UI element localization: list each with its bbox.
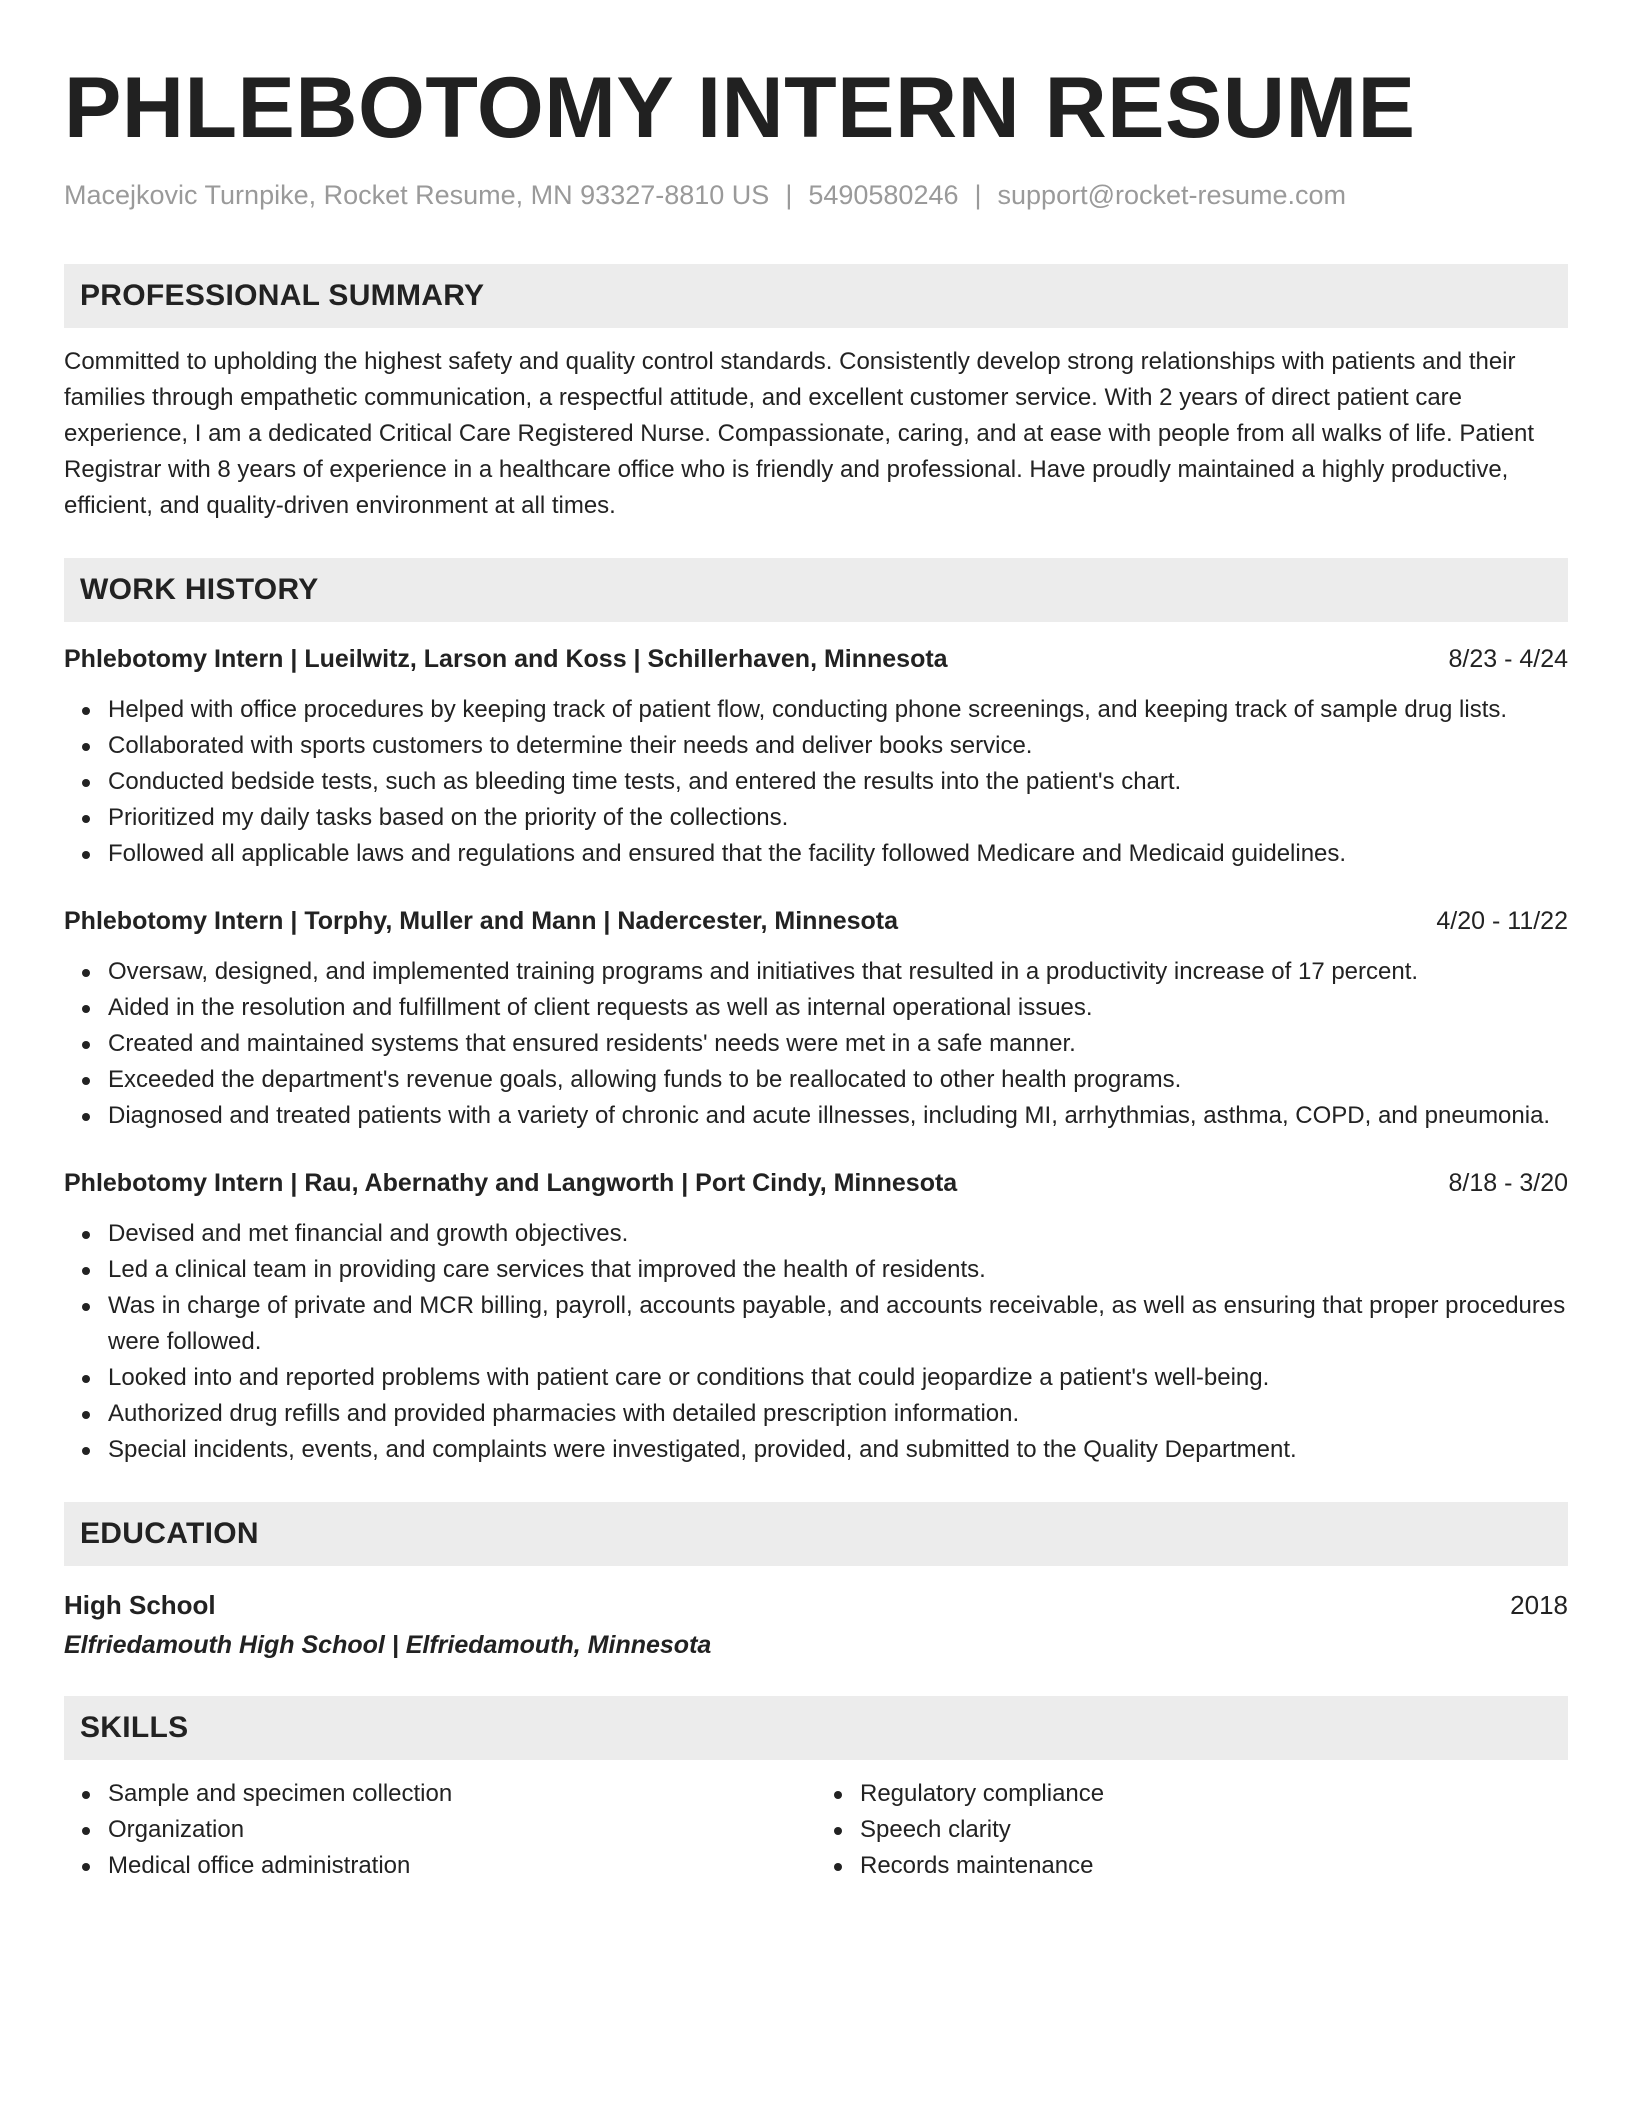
contact-separator: | bbox=[785, 180, 793, 210]
contact-email: support@rocket-resume.com bbox=[997, 180, 1347, 210]
job-entry bbox=[64, 642, 1568, 872]
contact-phone: 5490580246 bbox=[808, 180, 959, 210]
list-item: Collaborated with sports customers to determine their needs and deliver books service. bbox=[108, 728, 1568, 764]
education-header bbox=[64, 1588, 1568, 1622]
job-dates: 8/18 - 3/20 bbox=[1448, 1169, 1568, 1197]
contact-address: Macejkovic Turnpike, Rocket Resume, MN 93327-8810 US bbox=[64, 180, 770, 210]
list-item: Regulatory compliance bbox=[860, 1776, 1568, 1812]
job-bullets bbox=[64, 1216, 1568, 1468]
list-item: Aided in the resolution and fulfillment of client requests as well as internal operational issues. bbox=[108, 990, 1568, 1026]
section-header-education: EDUCATION bbox=[64, 1502, 1568, 1566]
list-item: Special incidents, events, and complaints were investigated, provided, and submitted to the Quality Department. bbox=[108, 1432, 1568, 1468]
job-header bbox=[64, 1166, 1568, 1200]
job-title: Phlebotomy Intern | Lueilwitz, Larson and Koss | Schillerhaven, Minnesota bbox=[64, 645, 948, 673]
list-item: Medical office administration bbox=[108, 1848, 816, 1884]
job-bullets bbox=[64, 692, 1568, 872]
skills-column-left bbox=[64, 1776, 816, 1884]
section-header-summary: PROFESSIONAL SUMMARY bbox=[64, 264, 1568, 328]
job-bullets bbox=[64, 954, 1568, 1134]
list-item: Devised and met financial and growth objectives. bbox=[108, 1216, 1568, 1252]
education-degree: High School bbox=[64, 1590, 216, 1620]
skills-list bbox=[816, 1776, 1568, 1884]
job-header bbox=[64, 642, 1568, 676]
job-title: Phlebotomy Intern | Rau, Abernathy and Langworth | Port Cindy, Minnesota bbox=[64, 1169, 958, 1197]
list-item: Sample and specimen collection bbox=[108, 1776, 816, 1812]
list-item: Was in charge of private and MCR billing, payroll, accounts payable, and accounts receivable, as well as ensuring that proper procedures were followed. bbox=[108, 1288, 1568, 1360]
job-dates: 4/20 - 11/22 bbox=[1436, 907, 1568, 935]
contact-line bbox=[64, 178, 1568, 212]
education-year: 2018 bbox=[1510, 1590, 1568, 1620]
list-item: Followed all applicable laws and regulations and ensured that the facility followed Medicare and Medicaid guidelines. bbox=[108, 836, 1568, 872]
job-entry bbox=[64, 904, 1568, 1134]
skills-column-right bbox=[816, 1776, 1568, 1884]
list-item: Exceeded the department's revenue goals, allowing funds to be reallocated to other health programs. bbox=[108, 1062, 1568, 1098]
job-title: Phlebotomy Intern | Torphy, Muller and Mann | Nadercester, Minnesota bbox=[64, 907, 899, 935]
list-item: Led a clinical team in providing care services that improved the health of residents. bbox=[108, 1252, 1568, 1288]
contact-separator: | bbox=[974, 180, 982, 210]
list-item: Authorized drug refills and provided pharmacies with detailed prescription information. bbox=[108, 1396, 1568, 1432]
list-item: Speech clarity bbox=[860, 1812, 1568, 1848]
list-item: Records maintenance bbox=[860, 1848, 1568, 1884]
list-item: Looked into and reported problems with patient care or conditions that could jeopardize a patient's well-being. bbox=[108, 1360, 1568, 1396]
summary-text: Committed to upholding the highest safety and quality control standards. Consistently develop strong relationships with patients and their families through empathetic communication, a respectful attitude, and excellent customer service. With 2 years of direct patient care experience, I am a dedicated Critical Care Registered Nurse. Compassionate, caring, and at ease with people from all walks of life. Patient Registrar with 8 years of experience in a healthcare office who is friendly and professional. Have proudly maintained a highly productive, efficient, and quality-driven environment at all times. bbox=[64, 348, 1535, 519]
skills-grid bbox=[64, 1776, 1568, 1884]
skills-list bbox=[64, 1776, 816, 1884]
list-item: Created and maintained systems that ensured residents' needs were met in a safe manner. bbox=[108, 1026, 1568, 1062]
list-item: Conducted bedside tests, such as bleeding time tests, and entered the results into the patient's chart. bbox=[108, 764, 1568, 800]
job-dates: 8/23 - 4/24 bbox=[1448, 645, 1568, 673]
list-item: Helped with office procedures by keeping track of patient flow, conducting phone screenings, and keeping track of sample drug lists. bbox=[108, 692, 1568, 728]
list-item: Prioritized my daily tasks based on the priority of the collections. bbox=[108, 800, 1568, 836]
list-item: Oversaw, designed, and implemented training programs and initiatives that resulted in a productivity increase of 17 percent. bbox=[108, 954, 1568, 990]
list-item: Diagnosed and treated patients with a variety of chronic and acute illnesses, including MI, arrhythmias, asthma, COPD, and pneumonia. bbox=[108, 1098, 1568, 1134]
section-header-skills: SKILLS bbox=[64, 1696, 1568, 1760]
education-school: Elfriedamouth High School | Elfriedamouth, Minnesota bbox=[64, 1631, 712, 1659]
job-entry bbox=[64, 1166, 1568, 1468]
job-header bbox=[64, 904, 1568, 938]
section-header-work-history: WORK HISTORY bbox=[64, 558, 1568, 622]
list-item: Organization bbox=[108, 1812, 816, 1848]
resume-title: PHLEBOTOMY INTERN RESUME bbox=[64, 60, 1416, 156]
